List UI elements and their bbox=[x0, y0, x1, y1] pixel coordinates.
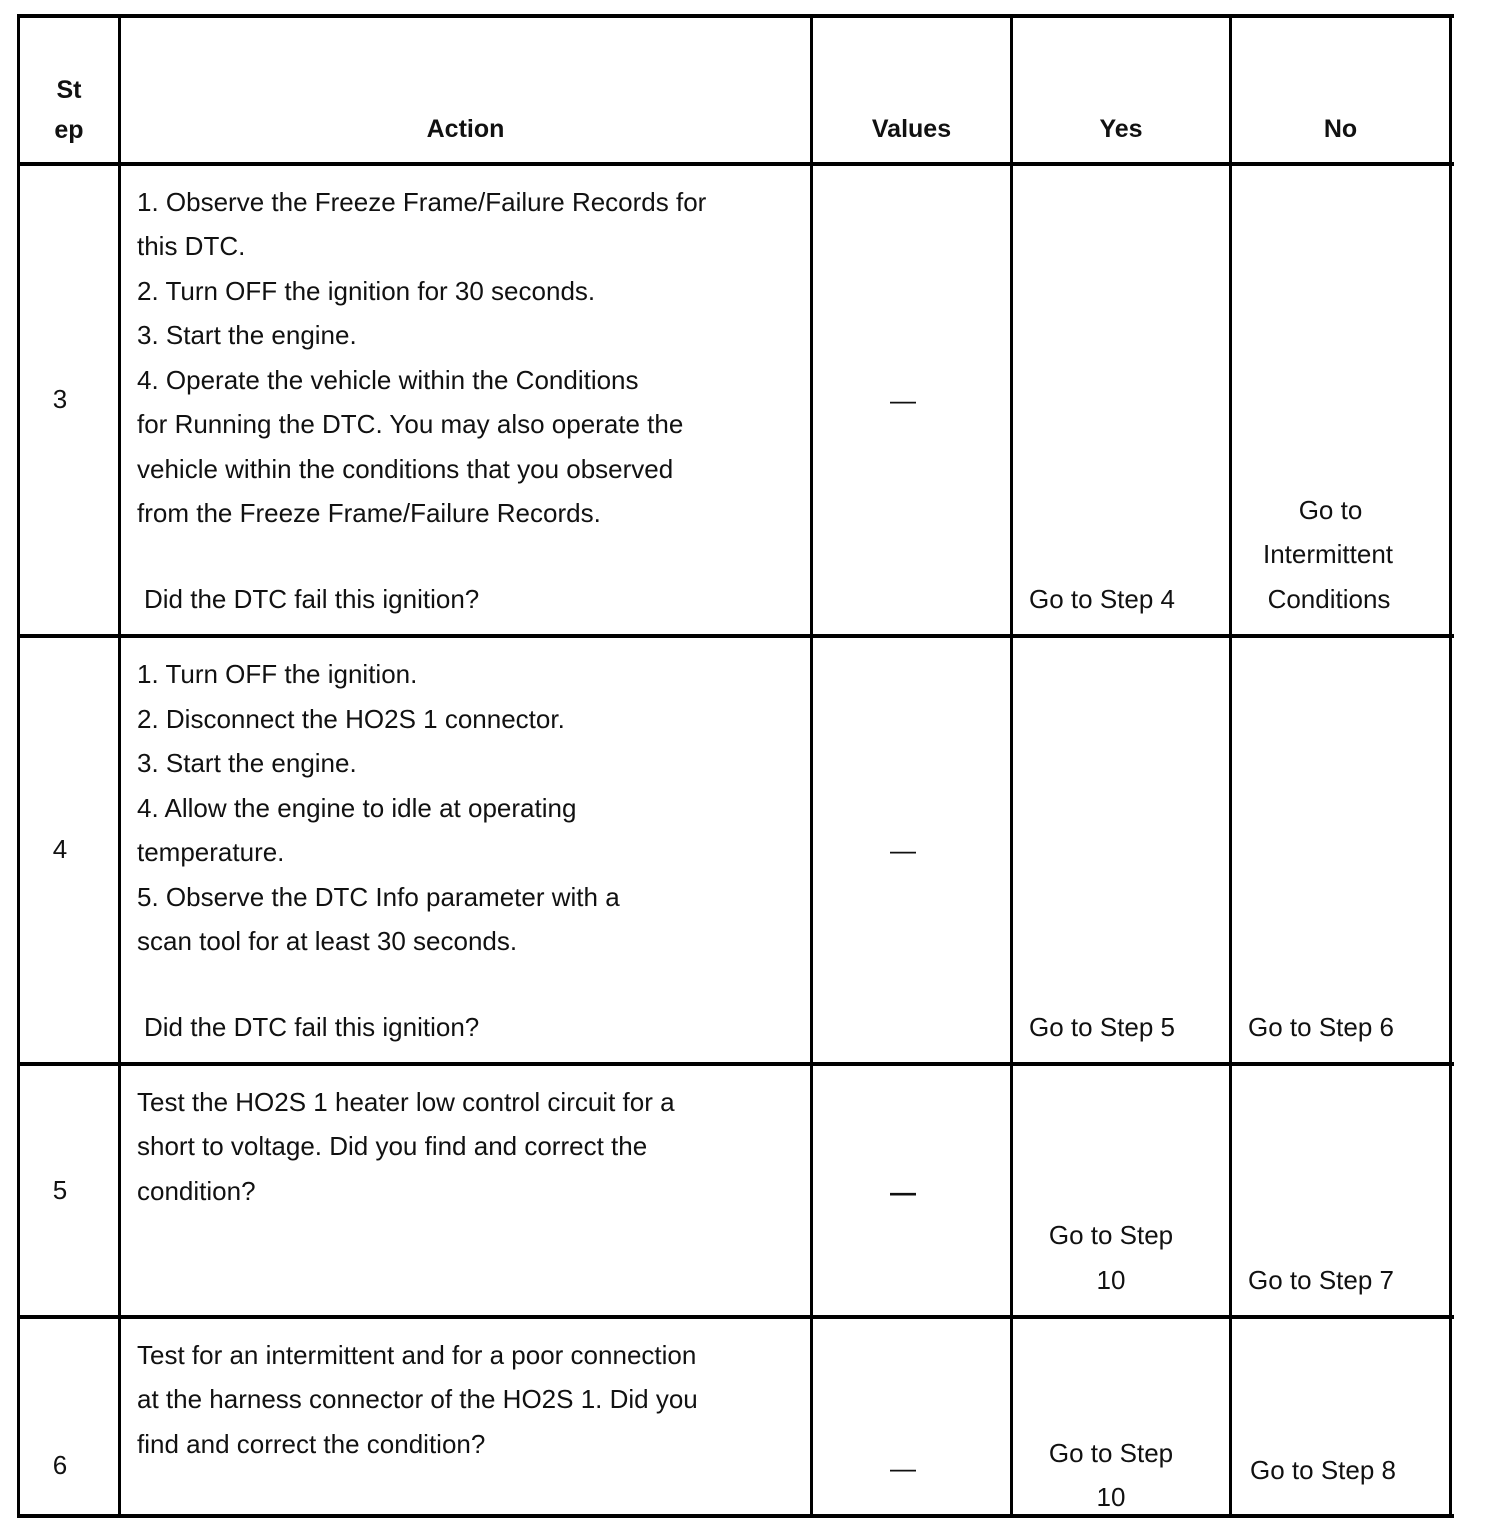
action-line: temperature. bbox=[137, 837, 285, 867]
row-divider bbox=[17, 634, 1454, 638]
action-line: 1. Turn OFF the ignition. bbox=[137, 659, 418, 689]
action-line: 2. Turn OFF the ignition for 30 seconds. bbox=[137, 276, 596, 306]
value-dash: — bbox=[890, 1453, 916, 1483]
table-border-right bbox=[1449, 14, 1452, 1518]
no-result-line: Intermittent bbox=[1262, 539, 1394, 569]
action-line: condition? bbox=[137, 1176, 256, 1206]
yes-result-line: 10 bbox=[1096, 1482, 1126, 1512]
action-line: 3. Start the engine. bbox=[137, 748, 357, 778]
action-question: Did the DTC fail this ignition? bbox=[144, 584, 480, 614]
yes-result-line: Go to Step bbox=[1048, 1220, 1174, 1250]
yes-result-line: Go to Step bbox=[1048, 1438, 1174, 1468]
no-result-line: Conditions bbox=[1267, 584, 1391, 614]
action-line: 5. Observe the DTC Info parameter with a bbox=[137, 882, 620, 912]
action-line: 4. Allow the engine to idle at operating bbox=[137, 793, 577, 823]
column-divider bbox=[118, 14, 121, 1518]
table-border-left bbox=[17, 14, 20, 1518]
action-line: 1. Observe the Freeze Frame/Failure Records for bbox=[137, 187, 707, 217]
table-border-bottom bbox=[17, 1514, 1454, 1518]
action-line: from the Freeze Frame/Failure Records. bbox=[137, 498, 601, 528]
yes-result: Go to Step 5 bbox=[1029, 1012, 1175, 1042]
row-divider bbox=[17, 1315, 1454, 1319]
step-number: 5 bbox=[52, 1175, 68, 1205]
table-border-top bbox=[17, 14, 1454, 18]
no-result-line: Go to bbox=[1298, 495, 1363, 525]
header-values: Values bbox=[871, 115, 952, 143]
value-dash: — bbox=[890, 835, 916, 865]
value-dash: — bbox=[890, 385, 916, 415]
step-number: 3 bbox=[52, 384, 68, 414]
action-line: at the harness connector of the HO2S 1. Did you bbox=[137, 1384, 698, 1414]
value-dash: — bbox=[890, 1177, 916, 1207]
action-line: Test the HO2S 1 heater low control circuit for a bbox=[137, 1087, 675, 1117]
header-no: No bbox=[1323, 115, 1358, 143]
row-divider bbox=[17, 1062, 1454, 1066]
action-line: short to voltage. Did you find and correct the bbox=[137, 1131, 648, 1161]
no-result: Go to Step 7 bbox=[1248, 1265, 1394, 1295]
action-line: Test for an intermittent and for a poor connection bbox=[137, 1340, 697, 1370]
action-line: 2. Disconnect the HO2S 1 connector. bbox=[137, 704, 565, 734]
action-line: for Running the DTC. You may also operate the bbox=[137, 409, 684, 439]
action-line: 4. Operate the vehicle within the Conditions bbox=[137, 365, 639, 395]
action-line: vehicle within the conditions that you observed bbox=[137, 454, 674, 484]
header-step bbox=[20, 70, 118, 150]
no-result: Go to Step 6 bbox=[1248, 1012, 1394, 1042]
yes-result: Go to Step 4 bbox=[1029, 584, 1175, 614]
header-yes: Yes bbox=[1099, 115, 1143, 143]
action-line: scan tool for at least 30 seconds. bbox=[137, 926, 518, 956]
action-line: this DTC. bbox=[137, 231, 246, 261]
step-number: 4 bbox=[52, 834, 68, 864]
action-line: 3. Start the engine. bbox=[137, 320, 357, 350]
column-divider bbox=[1229, 14, 1232, 1518]
header-divider bbox=[17, 162, 1454, 166]
action-question: Did the DTC fail this ignition? bbox=[144, 1012, 480, 1042]
action-line: find and correct the condition? bbox=[137, 1429, 486, 1459]
header-step-line2: ep bbox=[54, 116, 84, 144]
yes-result-line: 10 bbox=[1096, 1265, 1126, 1295]
no-result: Go to Step 8 bbox=[1250, 1455, 1396, 1485]
step-number: 6 bbox=[52, 1450, 68, 1480]
header-action: Action bbox=[426, 115, 505, 143]
column-divider bbox=[810, 14, 813, 1518]
header-step-line1: St bbox=[56, 76, 82, 104]
